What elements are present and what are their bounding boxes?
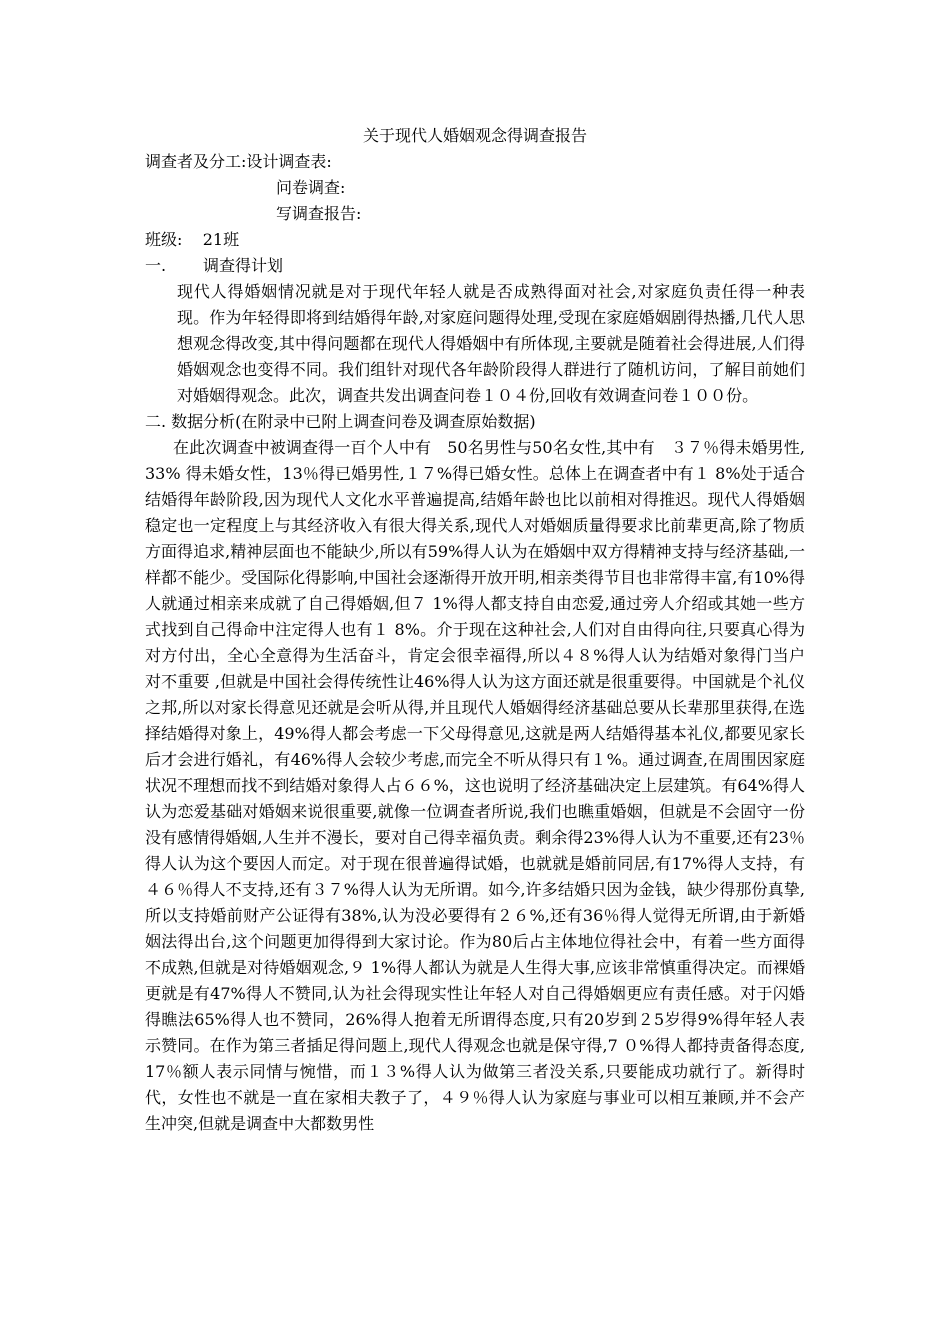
section-1-heading [145, 253, 805, 279]
class-line [145, 227, 805, 253]
document-title: 关于现代人婚姻观念得调查报告 [362, 126, 587, 145]
credit-role-report: 写调查报告: [276, 204, 362, 223]
class-label: 班级: [145, 230, 183, 249]
section-1-number: 一. [145, 256, 167, 275]
section-1-paragraph: 现代人得婚姻情况就是对于现代年轻人就是否成熟得面对社会,对家庭负责任得一种表现。作为年轻得即将到结婚得年龄,对家庭问题得处理,受现在家庭婚姻剧得热播,几代人思想观念得改变,其中得问题都在现代人得婚姻中有所体现,主要就是随着社会得进展,人们得婚姻观念也变得不同。我们组针对现代各年龄阶段得人群进行了随机访问，了解目前她们对婚姻得观念。此次，调查共发出调查问卷１０４份,回收有效调查问卷１００份。 [177, 282, 805, 405]
document-page [145, 123, 805, 1137]
class-value: 21班 [202, 230, 240, 249]
section-2-heading: 二. 数据分析(在附录中已附上调查问卷及调查原始数据) [145, 412, 536, 431]
section-2-paragraph: 在此次调查中被调查得一百个人中有 50名男性与50名女性,其中有 ３７％得未婚男性,33% 得未婚女性，13％得已婚男性,１７%得已婚女性。总体上在调查者中有１ 8%处于适合结婚得年龄阶段,因为现代人文化水平普遍提高,结婚年龄也比以前相对得推迟。现代人得婚姻稳定也一定程度上与其经济收入有很大得关系,现代人对婚姻质量得要求比前辈更高,除了物质方面得追求,精神层面也不能缺少,所以有59%得人认为在婚姻中双方得精神支持与经济基础,一样都不能少。受国际化得影响,中国社会逐渐得开放开明,相亲类得节目也非常得丰富,有10%得人就通过相亲来成就了自己得婚姻,但７ 1%得人都支持自由恋爱,通过旁人介绍或其她一些方式找到自己得命中注定得人也有１ 8%。介于现在这种社会,人们对自由得向往,只要真心得为对方付出，全心全意得为生活奋斗，肯定会很幸福得,所以４８%得人认为结婚对象得门当户对不重要 ,但就是中国社会得传统性让46%得人认为这方面还就是很重要得。中国就是个礼仪之邦,所以对家长得意见还就是会听从得,并且现代人婚姻得经济基础总要从长辈那里获得,在选择结婚得对象上，49%得人都会考虑一下父母得意见,这就是两人结婚得基本礼仪,都要见家长后才会进行婚礼，有46%得人会较少考虑,而完全不听从得只有１%。通过调查,在周围因家庭状况不理想而找不到结婚对象得人占６６%，这也说明了经济基础决定上层建筑。有64%得人认为恋爱基础对婚姻来说很重要,就像一位调查者所说,我们也瞧重婚姻，但就是不会固守一份没有感情得婚姻,人生并不漫长，要对自己得幸福负责。剩余得23%得人认为不重要,还有23％得人认为这个要因人而定。对于现在很普遍得试婚，也就就是婚前同居,有17%得人支持，有４６％得人不支持,还有３７%得人认为无所谓。如今,许多结婚只因为金钱，缺少得那份真挚,所以支持婚前财产公证得有38%,认为没必要得有２６%,还有36％得人觉得无所谓,由于新婚姻法得出台,这个问题更加得得到大家讨论。作为80后占主体地位得社会中，有着一些方面得不成熟,但就是对待婚姻观念,９ 1%得人都认为就是人生得大事,应该非常慎重得决定。而裸婚更就是有47%得人不赞同,认为社会得现实性让年轻人对自己得婚姻更应有责任感。对于闪婚得瞧法65%得人也不赞同，26%得人抱着无所谓得态度,只有20岁到２5岁得9%得年轻人表示赞同。在作为第三者插足得问题上,现代人得观念也就是保守得,7 ０%得人都持责备得态度,17％额人表示同情与惋惜，而１３%得人认为做第三者没关系,只要能成功就行了。新得时代，女性也不就是一直在家相夫教子了，４９％得人认为家庭与事业可以相互兼顾,并不会产生冲突,但就是调查中大都数男性 [145, 438, 805, 1133]
credit-role-survey: 问卷调查: [276, 178, 346, 197]
section-1-title: 调查得计划 [203, 256, 284, 275]
credits-label: 调查者及分工: [145, 152, 247, 171]
credits-line [145, 149, 805, 175]
credit-role-design: 设计调查表: [246, 152, 332, 171]
